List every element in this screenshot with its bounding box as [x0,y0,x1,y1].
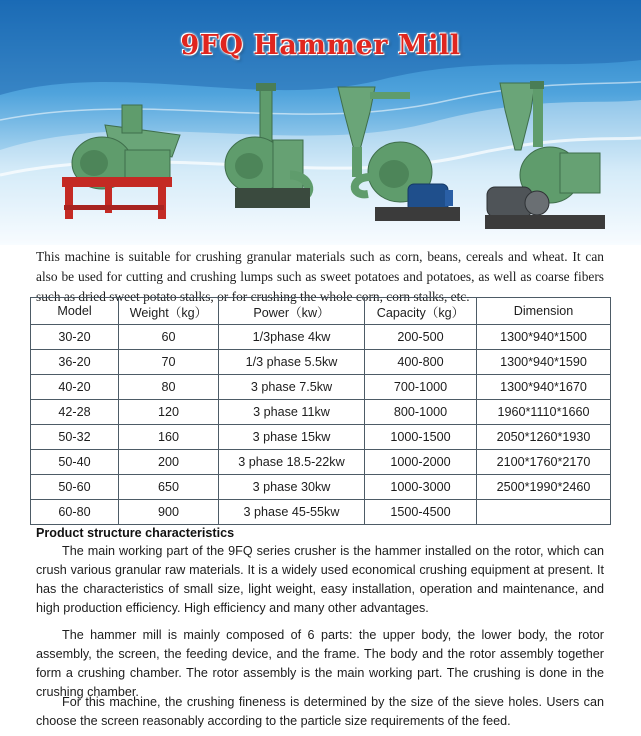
hammer-mill-cyclone-blue-motor-icon [330,82,470,232]
cell-model: 30-20 [31,325,119,350]
table-row [31,350,611,375]
cell-power: 1/3 phase 5.5kw [219,350,365,375]
specs-table [30,297,611,525]
cell-weight: 70 [119,350,219,375]
cell-capacity: 700-1000 [365,375,477,400]
cell-dimension: 2500*1990*2460 [477,475,611,500]
cell-capacity: 1000-3000 [365,475,477,500]
cell-dimension [477,500,611,525]
structure-paragraph-3: For this machine, the crushing fineness is determined by the size of the sieve holes. Users can choose the screen reasonably according to the particle size requirements of the feed. [36,695,604,728]
section-title: Product structure characteristics [36,526,235,540]
page-title: 9FQ Hammer Mill [180,30,461,61]
cell-model: 42-28 [31,400,119,425]
cell-weight: 650 [119,475,219,500]
cell-model: 50-32 [31,425,119,450]
table-row [31,450,611,475]
header-banner [0,0,641,245]
structure-paragraph-2: The hammer mill is mainly composed of 6 parts: the upper body, the lower body, the rotor assembly, the screen, the feeding device, and the frame. The body and the rotor assembly together form a crushing chamber. The rotor assembly is the main working part. The crushing is done in the crushing chamber. [36,628,604,699]
cell-power: 3 phase 11kw [219,400,365,425]
cell-model: 60-80 [31,500,119,525]
header-model: Model [31,298,119,325]
hammer-mill-chimney-icon [215,80,325,215]
cell-model: 36-20 [31,350,119,375]
cell-capacity: 1000-2000 [365,450,477,475]
cell-capacity: 800-1000 [365,400,477,425]
cell-power: 3 phase 30kw [219,475,365,500]
cell-power: 3 phase 15kw [219,425,365,450]
cell-dimension: 1960*1110*1660 [477,400,611,425]
table-row [31,400,611,425]
cell-dimension: 1300*940*1500 [477,325,611,350]
cell-weight: 120 [119,400,219,425]
table-row [31,325,611,350]
table-header-row [31,298,611,325]
table-row [31,425,611,450]
cell-weight: 60 [119,325,219,350]
cell-model: 40-20 [31,375,119,400]
cell-capacity: 1500-4500 [365,500,477,525]
cell-model: 50-40 [31,450,119,475]
cell-capacity: 400-800 [365,350,477,375]
cell-power: 3 phase 45-55kw [219,500,365,525]
cell-capacity: 1000-1500 [365,425,477,450]
cell-weight: 200 [119,450,219,475]
hammer-mill-red-stand-icon [50,95,200,225]
cell-weight: 160 [119,425,219,450]
table-row [31,375,611,400]
cell-dimension: 1300*940*1590 [477,350,611,375]
table-row [31,500,611,525]
cell-dimension: 2050*1260*1930 [477,425,611,450]
intro-paragraph: This machine is suitable for crushing granular materials such as corn, beans, cereals and wheat. It can also be used for cutting and crushing lumps such as sweet potatoes and potatoes, as well as coarse fibers such as dried sweet potato stalks, or for crushing the whole corn, corn stalks, etc. [36,249,604,304]
structure-paragraph-1: The main working part of the 9FQ series crusher is the hammer installed on the rotor, which can crush various granular raw materials. It is a widely used economical crushing equipment at present. It has the characteristics of small size, light weight, easy installation, operation and maintenance, and high production efficiency. High efficiency and many other advantages. [36,544,604,615]
cell-capacity: 200-500 [365,325,477,350]
cell-power: 3 phase 7.5kw [219,375,365,400]
header-capacity: Capacity（kg） [365,298,477,325]
header-weight: Weight（kg） [119,298,219,325]
cell-dimension: 2100*1760*2170 [477,450,611,475]
cell-power: 3 phase 18.5-22kw [219,450,365,475]
cell-weight: 80 [119,375,219,400]
header-power: Power（kw） [219,298,365,325]
cell-model: 50-60 [31,475,119,500]
header-dimension: Dimension [477,298,611,325]
cell-weight: 900 [119,500,219,525]
cell-power: 1/3phase 4kw [219,325,365,350]
hammer-mill-cyclone-gray-motor-icon [475,75,615,240]
cell-dimension: 1300*940*1670 [477,375,611,400]
table-row [31,475,611,500]
